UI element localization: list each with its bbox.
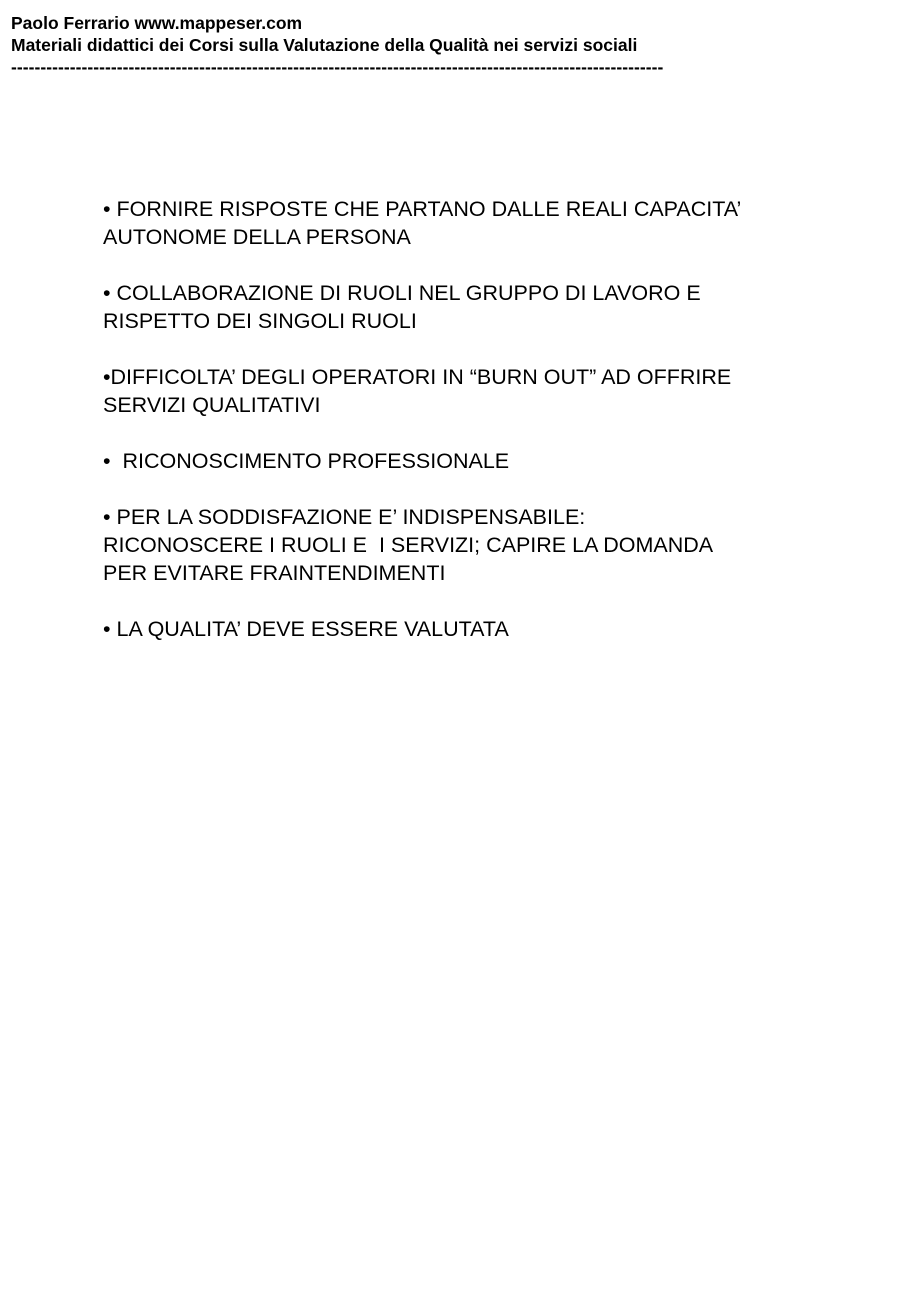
bullet-item bbox=[103, 447, 863, 475]
bullet-line: SERVIZI QUALITATIVI bbox=[103, 393, 321, 417]
course-subtitle: Materiali didattici dei Corsi sulla Valutazione della Qualità nei servizi sociali bbox=[11, 35, 638, 55]
bullet-item bbox=[103, 615, 863, 643]
bullet-line: • RICONOSCIMENTO PROFESSIONALE bbox=[103, 449, 510, 473]
bullet-line: • LA QUALITA’ DEVE ESSERE VALUTATA bbox=[103, 617, 509, 641]
author-line: Paolo Ferrario www.mappeser.com bbox=[11, 13, 303, 33]
bullet-line: AUTONOME DELLA PERSONA bbox=[103, 225, 411, 249]
bullet-item bbox=[103, 503, 863, 587]
header-separator: --------------------------------------------------------------------------------------------------------------- bbox=[11, 57, 664, 77]
bullet-line: RICONOSCERE I RUOLI E I SERVIZI; CAPIRE LA DOMANDA bbox=[103, 533, 714, 557]
bullet-line: • COLLABORAZIONE DI RUOLI NEL GRUPPO DI LAVORO E bbox=[103, 281, 701, 305]
bullet-item bbox=[103, 195, 863, 251]
bullet-item bbox=[103, 363, 863, 419]
bullet-item bbox=[103, 279, 863, 335]
bullet-line: RISPETTO DEI SINGOLI RUOLI bbox=[103, 309, 417, 333]
bullet-line: •DIFFICOLTA’ DEGLI OPERATORI IN “BURN OUT” AD OFFRIRE bbox=[103, 365, 732, 389]
bullet-line: • PER LA SODDISFAZIONE E’ INDISPENSABILE: bbox=[103, 505, 586, 529]
bullet-line: PER EVITARE FRAINTENDIMENTI bbox=[103, 561, 446, 585]
bullet-list bbox=[103, 195, 863, 671]
page-header bbox=[11, 12, 891, 78]
bullet-line: • FORNIRE RISPOSTE CHE PARTANO DALLE REALI CAPACITA’ bbox=[103, 197, 742, 221]
